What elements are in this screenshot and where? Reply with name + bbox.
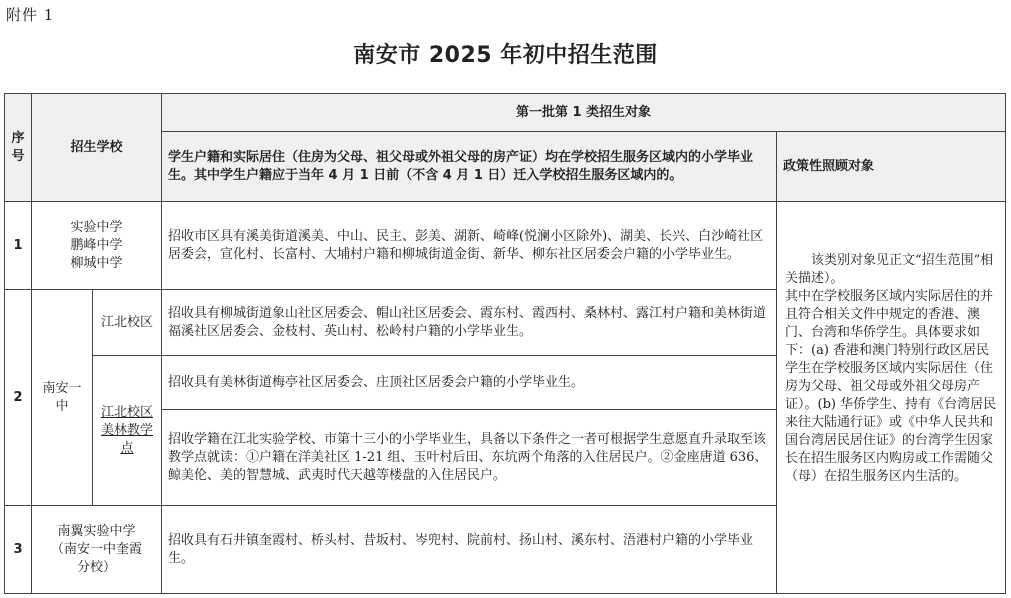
- school-name: 实验中学 鹏峰中学 柳城中学: [32, 202, 162, 290]
- school-name: 南翼实验中学 （南安一中奎霞 分校）: [32, 506, 162, 594]
- enrollment-scope: 招收具有石井镇奎霞村、桥头村、昔坂村、岑兜村、院前村、扬山村、溪东村、浯港村户籍的小学毕业生。: [162, 506, 777, 594]
- enrollment-scope: 招收市区具有溪美街道溪美、中山、民主、彭美、湖新、崎峰(悦澜小区除外)、湖美、长兴、白沙崎社区居委会，宣化村、长富村、大埔村户籍和柳城街道金街、新华、柳东社区居委会户籍的小学毕业生。: [162, 202, 777, 290]
- table-row: [5, 202, 1006, 290]
- policy-paragraph: 其中在学校服务区域内实际居住的并且符合相关文件中规定的香港、澳门、台湾和华侨学生。具体要求如下：(a) 香港和澳门特别行政区居民学生在学校服务区域内实际居住（住房为父母、祖父母或外祖父母房产证）。(b) 华侨学生、持有《台湾居民来往大陆通行证》或《中华人民共和国台湾居民居住证》的台湾学生因家长在招生服务区内购房或工作需随父（母）在招生服务区内生活的。: [785, 289, 997, 484]
- row-index: 2: [5, 290, 32, 506]
- enrollment-scope: 招收具有柳城街道象山社区居委会、帽山社区居委会、霞东村、霞西村、桑林村、露江村户籍和美林街道福溪社区居委会、金枝村、英山村、松岭村户籍的小学毕业生。: [162, 290, 777, 356]
- batch-header: 第一批第 1 类招生对象: [162, 94, 1006, 132]
- school-name: 南安一中: [32, 290, 93, 506]
- school-header: 招生学校: [32, 94, 162, 202]
- row-index: 1: [5, 202, 32, 290]
- row-index: 3: [5, 506, 32, 594]
- enrollment-scope: 招收学籍在江北实验学校、市第十三小的小学毕业生，具备以下条件之一者可根据学生意愿直升录取至该教学点就读：①户籍在洋美社区 1-21 组、玉叶村后田、东坑两个角落的入住居民户。②金座唐道 636、鲸美伦、美的智慧城、武夷时代天越等楼盘的入住居民户。: [162, 410, 777, 506]
- campus-name: 江北校区: [93, 290, 162, 356]
- campus-name: 江北校区美林教学点: [93, 356, 162, 506]
- page-title: 南安市 2025 年初中招生范围: [353, 43, 658, 68]
- policy-description: [777, 202, 1006, 594]
- policy-header: 政策性照顾对象: [777, 132, 1006, 202]
- residence-criteria-header: 学生户籍和实际居住（住房为父母、祖父母或外祖父母的房产证）均在学校招生服务区域内的小学毕业生。其中学生户籍应于当年 4 月 1 日前（不含 4 月 1 日）迁入学校招生服务区域内的。: [162, 132, 777, 202]
- policy-paragraph: 该类别对象见正文“招生范围”相关描述）。: [785, 253, 994, 286]
- index-header: 序号: [5, 94, 32, 202]
- enrollment-scope: 招收具有美林街道梅亭社区居委会、庄顶社区居委会户籍的小学毕业生。: [162, 356, 777, 410]
- enrollment-scope-table: [4, 93, 1006, 594]
- header-row-batch: [5, 94, 1006, 132]
- attachment-label: 附件 1: [6, 6, 55, 24]
